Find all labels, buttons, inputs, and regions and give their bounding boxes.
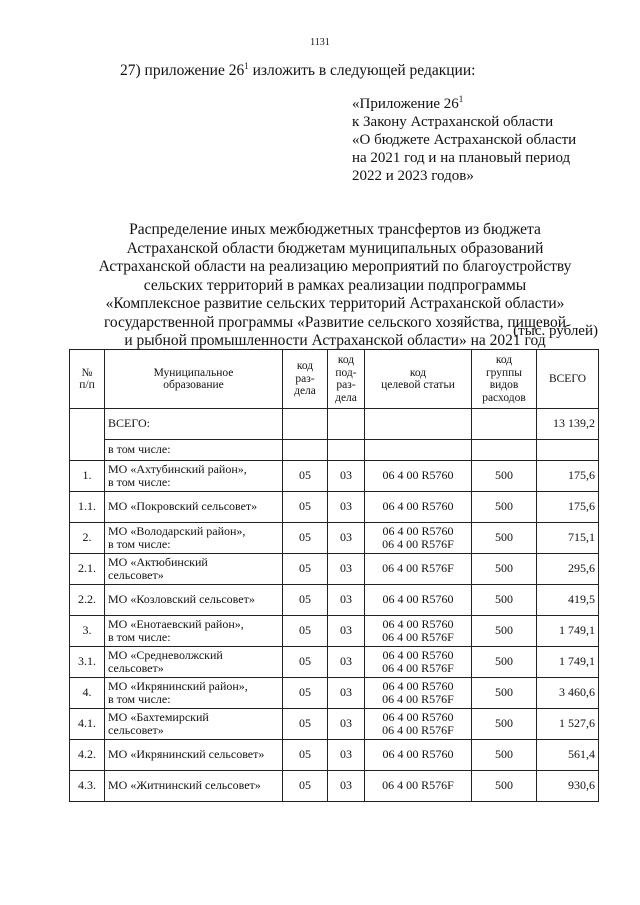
row-expense-group: 500 <box>472 771 537 802</box>
row-number: 2.1. <box>70 554 105 585</box>
table-row <box>70 492 599 523</box>
table-cell <box>283 409 328 440</box>
row-section-code: 05 <box>283 771 328 802</box>
intro-superscript: 1 <box>244 60 249 71</box>
row-section-code: 05 <box>283 616 328 647</box>
heading-line: сельских территорий в рамках реализации подпрограммы <box>143 276 527 294</box>
row-municipality: МО «Володарский район», в том числе: <box>105 523 283 554</box>
heading-line: и рыбной промышленности Астраханской области» на 2021 год <box>124 332 546 349</box>
row-municipality: МО «Икрянинский сельсовет» <box>105 740 283 771</box>
appendix-superscript: 1 <box>458 94 464 104</box>
row-section-code: 05 <box>283 740 328 771</box>
row-expense-group: 500 <box>472 585 537 616</box>
row-total: 175,6 <box>537 492 599 523</box>
row-total: 175,6 <box>537 461 599 492</box>
row-section-code: 05 <box>283 492 328 523</box>
row-total: 3 460,6 <box>537 678 599 709</box>
intro-text: 27) приложение 26 <box>120 62 245 79</box>
table-cell <box>70 409 105 461</box>
table-cell <box>328 440 365 461</box>
row-section-code: 05 <box>283 647 328 678</box>
row-target-code: 06 4 00 R5760 <box>365 740 472 771</box>
row-target-code: 06 4 00 R576F <box>365 771 472 802</box>
appendix-header <box>352 95 576 185</box>
row-total: 1 527,6 <box>537 709 599 740</box>
row-section-code: 05 <box>283 709 328 740</box>
header-total: ВСЕГО <box>537 350 599 409</box>
row-section-code: 05 <box>283 678 328 709</box>
row-municipality: МО «Средневолжский сельсовет» <box>105 647 283 678</box>
table-cell <box>365 409 472 440</box>
row-total: 295,6 <box>537 554 599 585</box>
row-expense-group: 500 <box>472 647 537 678</box>
table-row <box>70 616 599 647</box>
row-municipality: МО «Енотаевский район», в том числе: <box>105 616 283 647</box>
table-cell <box>328 409 365 440</box>
row-number: 4.2. <box>70 740 105 771</box>
header-expense-group: код группы видов расходов <box>472 350 537 409</box>
row-number: 1.1. <box>70 492 105 523</box>
transfers-table <box>69 349 599 802</box>
row-municipality: МО «Актюбинский сельсовет» <box>105 554 283 585</box>
row-target-code: 06 4 00 R5760 06 4 00 R576F <box>365 616 472 647</box>
row-target-code: 06 4 00 R5760 06 4 00 R576F <box>365 709 472 740</box>
row-number: 1. <box>70 461 105 492</box>
row-expense-group: 500 <box>472 678 537 709</box>
table-row <box>70 771 599 802</box>
row-municipality: МО «Покровский сельсовет» <box>105 492 283 523</box>
row-municipality: МО «Ахтубинский район», в том числе: <box>105 461 283 492</box>
appendix-title <box>352 95 576 113</box>
page-number: 1131 <box>310 37 330 48</box>
row-total: 715,1 <box>537 523 599 554</box>
header-section: код раз- дела <box>283 350 328 409</box>
row-expense-group: 500 <box>472 523 537 554</box>
row-subsection-code: 03 <box>328 492 365 523</box>
heading-line: Распределение иных межбюджетных трансфертов из бюджета <box>129 221 541 238</box>
appendix-line: «О бюджете Астраханской области <box>352 132 577 148</box>
total-label: ВСЕГО: <box>105 409 283 440</box>
header-target: код целевой статьи <box>365 350 472 409</box>
including-row <box>70 440 599 461</box>
table-cell <box>472 440 537 461</box>
header-subsection: код под- раз- дела <box>328 350 365 409</box>
appendix-line: на 2021 год и на плановый период <box>352 150 571 166</box>
row-number: 4.1. <box>70 709 105 740</box>
row-expense-group: 500 <box>472 554 537 585</box>
table-cell <box>365 440 472 461</box>
row-total: 561,4 <box>537 740 599 771</box>
row-municipality: МО «Икрянинский район», в том числе: <box>105 678 283 709</box>
row-number: 3.1. <box>70 647 105 678</box>
row-target-code: 06 4 00 R5760 06 4 00 R576F <box>365 647 472 678</box>
header-municipality: Муниципальное образование <box>105 350 283 409</box>
amendment-intro <box>120 62 475 80</box>
row-section-code: 05 <box>283 554 328 585</box>
table-row <box>70 554 599 585</box>
total-value: 13 139,2 <box>537 409 599 440</box>
row-expense-group: 500 <box>472 740 537 771</box>
row-total: 1 749,1 <box>537 647 599 678</box>
heading-line: государственной программы «Развитие сельского хозяйства, пищевой <box>103 313 567 331</box>
heading-line: «Комплексное развитие сельских территорий Астраханской области» <box>105 295 565 312</box>
row-subsection-code: 03 <box>328 554 365 585</box>
row-subsection-code: 03 <box>328 616 365 647</box>
table-row <box>70 523 599 554</box>
row-number: 2. <box>70 523 105 554</box>
table-row <box>70 461 599 492</box>
row-municipality: МО «Бахтемирский сельсовет» <box>105 709 283 740</box>
table-row <box>70 678 599 709</box>
units-label: (тыс. рублей) <box>513 323 598 339</box>
row-municipality: МО «Козловский сельсовет» <box>105 585 283 616</box>
row-number: 4.3. <box>70 771 105 802</box>
heading-line: Астраханской области на реализацию мероприятий по благоустройству <box>98 258 572 275</box>
row-total: 930,6 <box>537 771 599 802</box>
row-municipality: МО «Житнинский сельсовет» <box>105 771 283 802</box>
table-cell <box>537 440 599 461</box>
including-label: в том числе: <box>105 440 283 461</box>
row-target-code: 06 4 00 R5760 <box>365 492 472 523</box>
row-subsection-code: 03 <box>328 461 365 492</box>
row-target-code: 06 4 00 R5760 06 4 00 R576F <box>365 678 472 709</box>
heading-line: Астраханской области бюджетам муниципальных образований <box>126 239 544 257</box>
table-row <box>70 585 599 616</box>
table-row <box>70 740 599 771</box>
row-total: 419,5 <box>537 585 599 616</box>
header-num: № п/п <box>70 350 105 409</box>
row-section-code: 05 <box>283 523 328 554</box>
table-row <box>70 647 599 678</box>
appendix-line: к Закону Астраханской области <box>352 114 554 130</box>
row-expense-group: 500 <box>472 616 537 647</box>
row-number: 3. <box>70 616 105 647</box>
row-subsection-code: 03 <box>328 709 365 740</box>
row-number: 4. <box>70 678 105 709</box>
total-row <box>70 409 599 440</box>
row-target-code: 06 4 00 R576F <box>365 554 472 585</box>
row-subsection-code: 03 <box>328 678 365 709</box>
row-subsection-code: 03 <box>328 740 365 771</box>
appendix-line: 2022 и 2023 годов» <box>352 168 474 184</box>
table-row <box>70 709 599 740</box>
row-target-code: 06 4 00 R5760 <box>365 461 472 492</box>
table-cell <box>472 409 537 440</box>
row-total: 1 749,1 <box>537 616 599 647</box>
table-cell <box>283 440 328 461</box>
appendix-title-text: «Приложение 26 <box>352 96 459 112</box>
row-target-code: 06 4 00 R5760 06 4 00 R576F <box>365 523 472 554</box>
row-expense-group: 500 <box>472 492 537 523</box>
row-section-code: 05 <box>283 461 328 492</box>
row-section-code: 05 <box>283 585 328 616</box>
row-expense-group: 500 <box>472 709 537 740</box>
row-target-code: 06 4 00 R5760 <box>365 585 472 616</box>
row-subsection-code: 03 <box>328 647 365 678</box>
row-subsection-code: 03 <box>328 523 365 554</box>
row-subsection-code: 03 <box>328 585 365 616</box>
row-expense-group: 500 <box>472 461 537 492</box>
row-number: 2.2. <box>70 585 105 616</box>
row-subsection-code: 03 <box>328 771 365 802</box>
table-header-row <box>70 350 599 409</box>
intro-tail: изложить в следующей редакции: <box>248 62 476 79</box>
